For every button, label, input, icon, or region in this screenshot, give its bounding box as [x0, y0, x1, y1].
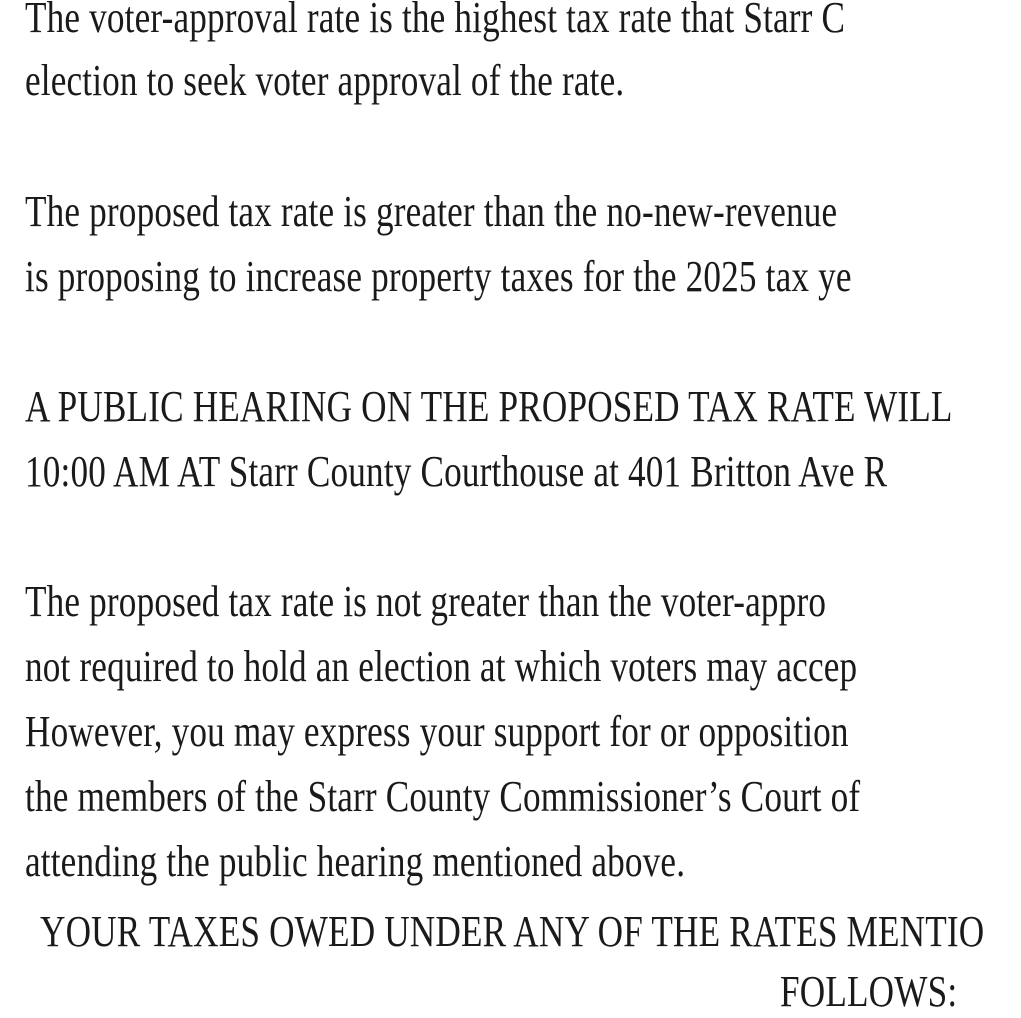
not-greater-text-line-5: attending the public hearing mentioned above. [25, 837, 686, 886]
not-greater-text-line-4: the members of the Starr County Commissioner’s Court of [25, 772, 861, 821]
not-greater-text-line-3: However, you may express your support for or opposition [25, 707, 849, 756]
not-greater-text-line-1: The proposed tax rate is not greater than the voter-appro [25, 577, 827, 626]
public-hearing-text-line-2: 10:00 AM AT Starr County Courthouse at 401 Britton Ave R [25, 447, 888, 496]
not-greater-text-line-2: not required to hold an election at which voters may accep [25, 642, 858, 691]
proposed-greater-text-line-1: The proposed tax rate is greater than the no-new-revenue [25, 187, 838, 236]
taxes-owed-heading-line-1: YOUR TAXES OWED UNDER ANY OF THE RATES MENTIO [40, 907, 985, 956]
taxes-owed-heading-line-2: FOLLOWS: [780, 967, 958, 1016]
public-hearing-text-line-1: A PUBLIC HEARING ON THE PROPOSED TAX RATE WILL [25, 382, 953, 431]
voter-approval-text-line-1: The voter-approval rate is the highest tax rate that Starr C [25, 0, 846, 42]
voter-approval-text-line-2: election to seek voter approval of the rate. [25, 56, 625, 105]
proposed-greater-text-line-2: is proposing to increase property taxes for the 2025 tax ye [25, 252, 852, 301]
